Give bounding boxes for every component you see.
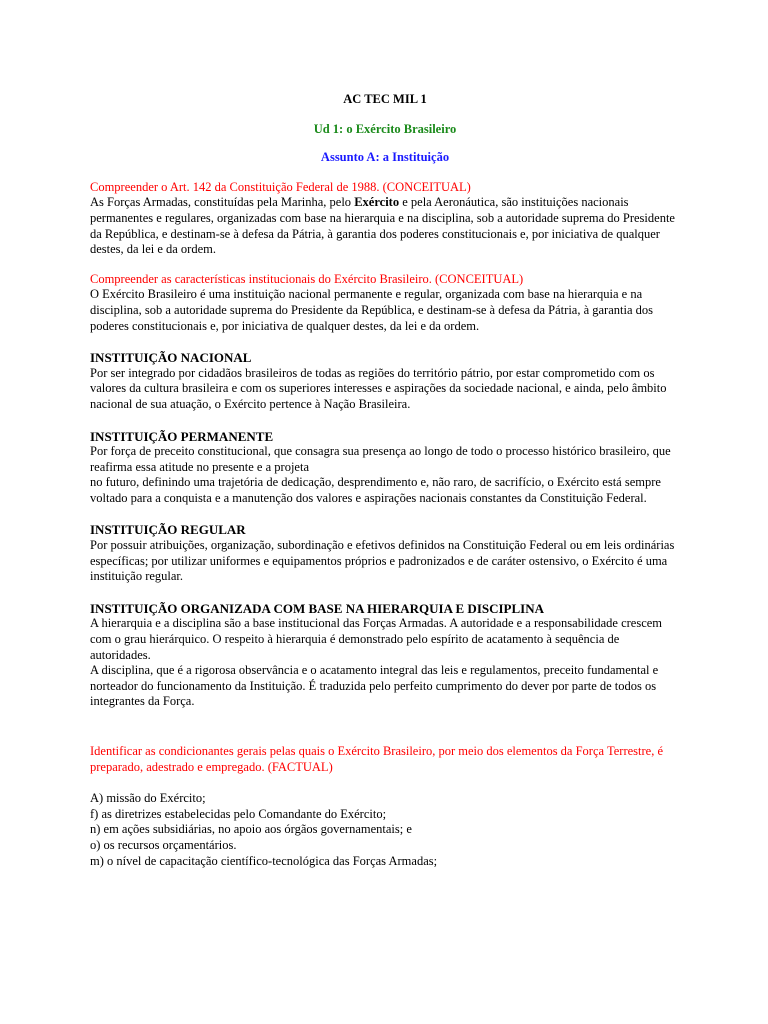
document-title: AC TEC MIL 1 [343,92,427,106]
section-article-142 [90,180,680,258]
article-142-text-before: As Forças Armadas, constituídas pela Marinha, pelo [90,195,355,210]
article-142-text-bold: Exército [354,195,400,210]
condicionantes-list [90,791,680,869]
section-characteristics [90,272,680,334]
subject-title: Assunto A: a Instituição [320,150,450,165]
text-instituicao-hierarquia [90,616,680,710]
list-item: A) missão do Exército; [90,791,206,806]
heading-instituicao-permanente: INSTITUIÇÃO PERMANENTE [90,428,274,444]
heading-instituicao-nacional: INSTITUIÇÃO NACIONAL [90,350,252,366]
text-instituicao-permanente [90,444,680,506]
unit-title: Ud 1: o Exército Brasileiro [313,121,457,136]
hierarquia-text1: A hierarquia e a disciplina são a base institucional das Forças Armadas. A autoridade e a responsabilidade crescem com o grau hierárquico. O respeito à hierarquia é demonstrado pelo espírito de acatamento à sequência de autoridades. [90,616,663,662]
list-item: f) as diretrizes estabelecidas pelo Comandante do Exército; [90,806,387,821]
hierarquia-text2: A disciplina, que é a rigorosa observância e o acatamento integral das leis e regulamentos, preceito fundamental e norteador do funcionamento da Instituição. É traduzida pelo perfeito cumprimento do dever por parte de todos os integrantes da Força. [90,663,659,709]
characteristics-text: O Exército Brasileiro é uma instituição nacional permanente e regular, organizada com base na hierarquia e na disciplina, sob a autoridade suprema do Presidente da República, e destinam-se à defesa da Pátria, à garantia dos poderes constitucionais e, por iniciativa de qualquer destes, da lei e da ordem. [90,287,654,333]
list-item: n) em ações subsidiárias, no apoio aos órgãos governamentais; e [90,822,412,837]
objective-condicionantes: Identificar as condicionantes gerais pelas quais o Exército Brasileiro, por meio dos elementos da Força Terrestre, é preparado, adestrado e empregado. (FACTUAL) [90,744,663,774]
heading-instituicao-hierarquia: INSTITUIÇÃO ORGANIZADA COM BASE NA HIERARQUIA E DISCIPLINA [90,600,544,616]
permanente-text-line1: Por força de preceito constitucional, que consagra sua presença ao longo de todo o processo histórico brasileiro, que reafirma essa atitude no presente e a projeta [90,444,671,474]
text-instituicao-nacional: Por ser integrado por cidadãos brasileiros de todas as regiões do território pátrio, por estar comprometido com os valores da cultura brasileira e com os superiores interesses e aspirações da sociedade nacional, e ainda, pelo âmbito nacional de sua atuação, o Exército pertence à Nação Brasileira. [90,365,667,411]
permanente-text-line2: no futuro, definindo uma trajetória de dedicação, desprendimento e, não raro, de sacrifício, o Exército está sempre voltado para a conquista e a manutenção dos valores e aspirações nacionais constantes da Constituição Federal. [90,475,661,505]
text-instituicao-regular: Por possuir atribuições, organização, subordinação e efetivos definidos na Constituição Federal ou em leis ordinárias específicas; por utilizar uniformes e equipamentos próprios e padronizados e de caráter ostensivo, o Exército é uma instituição regular. [90,538,675,584]
article-142-text-after: e pela Aeronáutica, são instituições nacionais permanentes e regulares, organizadas com base na hierarquia e na disciplina, sob a autoridade suprema do Presidente da República, e destinam-se à defesa da Pátria, à garantia dos poderes constitucionais e, por iniciativa de qualquer destes, da lei e da ordem. [90,195,675,257]
list-item: m) o nível de capacitação científico-tecnológica das Forças Armadas; [90,853,438,868]
heading-instituicao-regular: INSTITUIÇÃO REGULAR [90,522,246,538]
objective-article-142: Compreender o Art. 142 da Constituição Federal de 1988. (CONCEITUAL) [90,179,471,194]
objective-characteristics: Compreender as características institucionais do Exército Brasileiro. (CONCEITUAL) [90,271,524,286]
list-item: o) os recursos orçamentários. [90,837,237,852]
document-page [90,92,680,869]
